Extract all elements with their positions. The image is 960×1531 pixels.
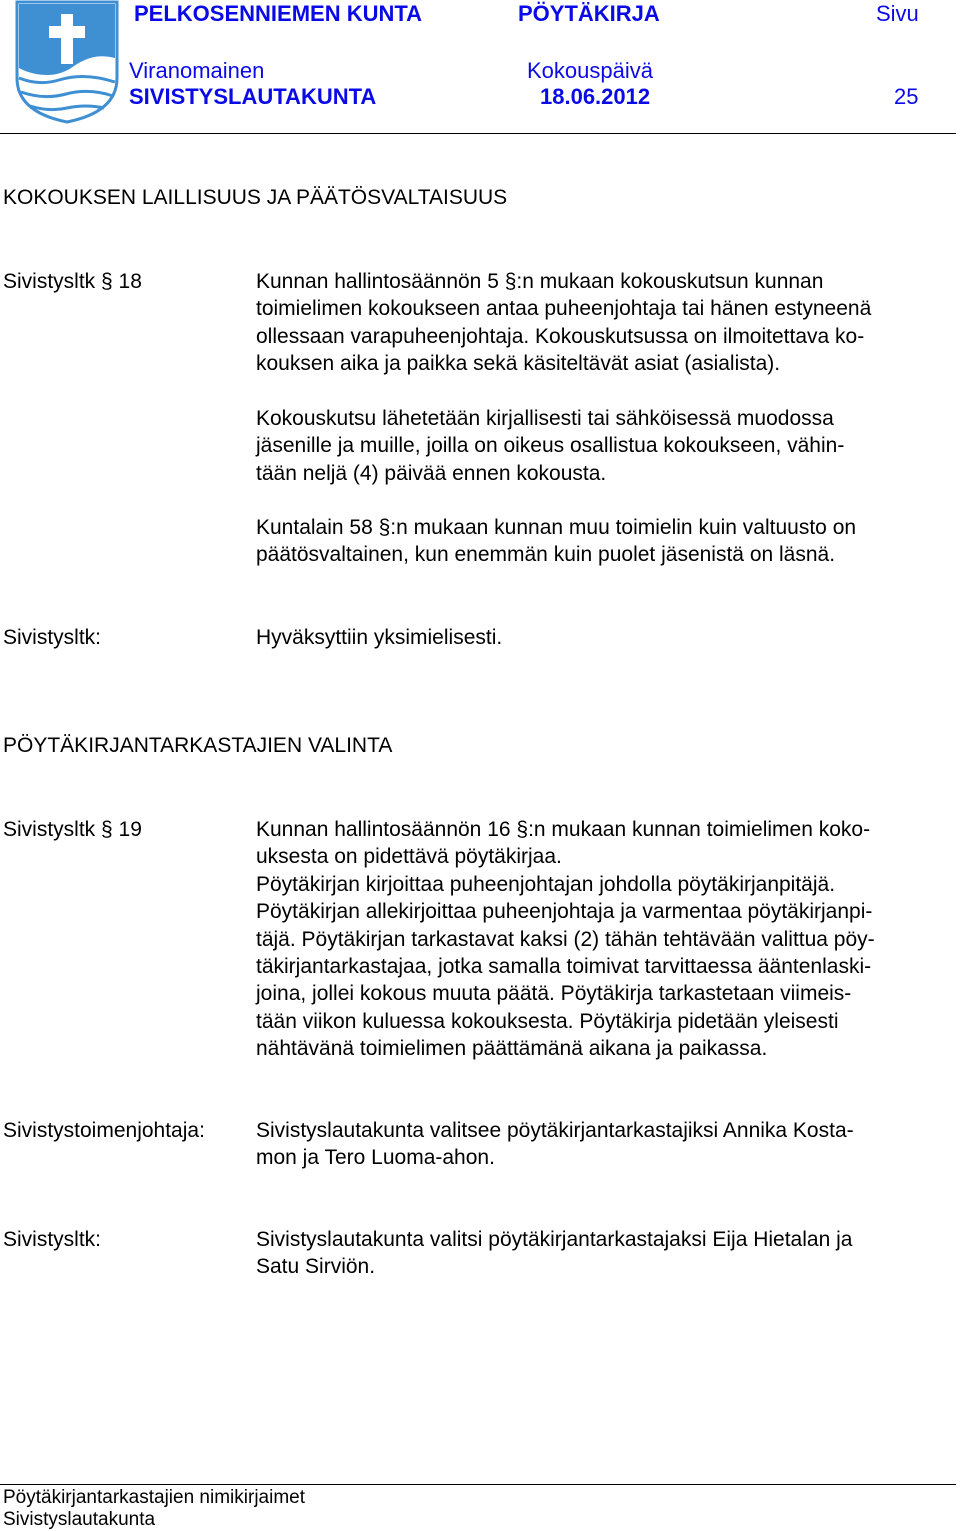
section-2-decision — [256, 1226, 956, 1281]
paragraph-line: Kokouskutsu lähetetään kirjallisesti tai sähköisessä muodossa — [256, 407, 834, 430]
paragraph-line: mon ja Tero Luoma-ahon. — [256, 1146, 495, 1170]
paragraph-line: Sivistyslautakunta valitsee pöytäkirjantarkastajiksi Annika Kosta- — [256, 1119, 854, 1142]
paragraph-line: tään viikon kuluessa kokouksesta. Pöytäkirja pidetään yleisesti — [256, 1009, 839, 1033]
date-label: Kokouspäivä — [527, 58, 653, 83]
municipality-name: PELKOSENNIEMEN KUNTA — [134, 1, 423, 26]
paragraph-line: täkirjantarkastajaa, jotka samalla toimivat tarvittaessa ääntenlaski- — [256, 955, 872, 979]
paragraph-line: Kuntalain 58 §:n mukaan kunnan muu toimielin kuin valtuusto on — [256, 516, 857, 539]
section-2-proposal-label: Sivistystoimenjohtaja: — [3, 1119, 205, 1142]
paragraph-line: uksesta on pidettävä pöytäkirjaa. — [256, 845, 562, 869]
page-label: Sivu — [876, 1, 919, 26]
section-title-1: KOKOUKSEN LAILLISUUS JA PÄÄTÖSVALTAISUUS — [3, 186, 508, 209]
paragraph-line: Kunnan hallintosäännön 5 §:n mukaan kokouskutsun kunnan — [256, 270, 824, 293]
paragraph-line: täjä. Pöytäkirjan tarkastavat kaksi (2) tähän tehtävään valittua pöy- — [256, 927, 875, 951]
paragraph-line: Kunnan hallintosäännön 16 §:n mukaan kunnan toimielimen koko- — [256, 818, 871, 841]
footer-committee: Sivistyslautakunta — [3, 1509, 156, 1530]
section-2-proposal — [256, 1117, 956, 1172]
paragraph-line: tään neljä (4) päivää ennen kokousta. — [256, 461, 607, 485]
footer-divider — [0, 1484, 956, 1485]
paragraph-line: joina, jollei kokous muuta päätä. Pöytäkirja tarkastetaan viimeis- — [256, 982, 852, 1006]
section-1-paragraph-3 — [256, 514, 956, 569]
section-1-label: Sivistysltk § 18 — [3, 270, 142, 293]
footer-initials-label: Pöytäkirjantarkastajien nimikirjaimet — [3, 1487, 305, 1508]
document-type: PÖYTÄKIRJA — [518, 1, 660, 26]
page-number: 25 — [894, 84, 919, 109]
paragraph-line: jäsenille ja muille, joilla on oikeus osallistua kokoukseen, vähin- — [256, 434, 845, 458]
section-2-label: Sivistysltk § 19 — [3, 818, 142, 841]
paragraph-line: toimielimen kokoukseen antaa puheenjohtaja tai hänen estyneenä — [256, 297, 872, 321]
section-title-2: PÖYTÄKIRJANTARKASTAJIEN VALINTA — [3, 734, 393, 757]
paragraph-line: nähtävänä toimielimen päättämänä aikana ja paikassa. — [256, 1037, 768, 1061]
meeting-date: 18.06.2012 — [540, 84, 651, 109]
section-2-decision-label: Sivistysltk: — [3, 1228, 102, 1251]
section-2-paragraph-1 — [256, 816, 956, 1063]
paragraph-line: päätösvaltainen, kun enemmän kuin puolet jäsenistä on läsnä. — [256, 543, 836, 567]
authority-label: Viranomainen — [129, 58, 265, 83]
paragraph-line: Sivistyslautakunta valitsi pöytäkirjantarkastajaksi Eija Hietalan ja — [256, 1228, 853, 1251]
paragraph-line: kouksen aika ja paikka sekä käsiteltävät asiat (asialista). — [256, 352, 781, 376]
section-1-decision-label: Sivistysltk: — [3, 626, 102, 649]
paragraph-line: ollessaan varapuheenjohtaja. Kokouskutsussa on ilmoitettava ko- — [256, 324, 865, 348]
paragraph-line: Pöytäkirjan allekirjoittaa puheenjohtaja ja varmentaa pöytäkirjanpi- — [256, 900, 873, 924]
section-1-paragraph-2 — [256, 405, 956, 487]
section-1-decision: Hyväksyttiin yksimielisesti. — [256, 626, 503, 649]
paragraph-line: Satu Sirviön. — [256, 1255, 376, 1279]
coat-of-arms-icon — [14, 0, 120, 124]
section-1-paragraph-1 — [256, 268, 956, 378]
authority-name: SIVISTYSLAUTAKUNTA — [129, 84, 377, 109]
header-divider — [0, 133, 956, 134]
paragraph-line: Pöytäkirjan kirjoittaa puheenjohtajan johdolla pöytäkirjanpitäjä. — [256, 872, 836, 896]
